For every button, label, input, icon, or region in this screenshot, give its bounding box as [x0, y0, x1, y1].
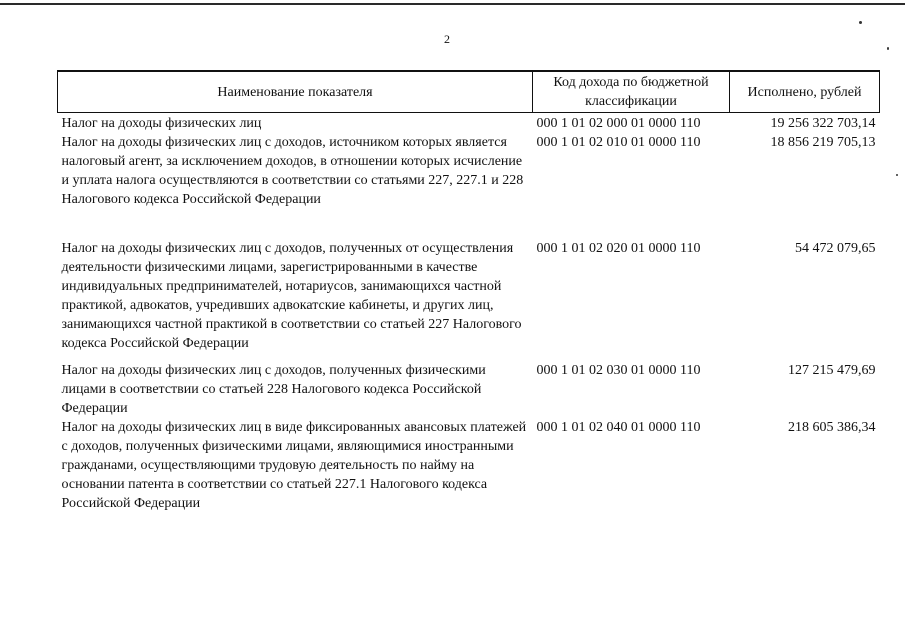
table-row: [58, 239, 880, 353]
row-executed-sum: 54 472 079,65: [795, 241, 876, 256]
row-spacer: [58, 353, 880, 361]
scan-speck: [896, 174, 898, 176]
table-row: [58, 361, 880, 418]
row-indicator-name: Налог на доходы физических лиц с доходов, источником которых является налоговый агент, за исключением доходов, в отношении которых исчисление и уплата налога осуществляются в соответствии со статьями 227, 227.1 и 228 Налогового кодекса Российской Федерации: [61, 135, 524, 207]
scan-speck: [859, 21, 862, 24]
row-executed-sum: 19 256 322 703,14: [770, 116, 876, 131]
row-budget-code: 000 1 01 02 040 01 0000 110: [536, 420, 701, 435]
table-row: [58, 133, 880, 209]
scan-speck: [887, 47, 889, 50]
row-spacer: [58, 209, 880, 239]
row-budget-code: 000 1 01 02 030 01 0000 110: [536, 363, 701, 378]
header-budget-code: Код дохода по бюджетной классификации: [533, 71, 730, 113]
header-indicator-name: Наименование показателя: [58, 71, 533, 113]
row-executed-sum: 127 215 479,69: [788, 363, 876, 378]
table-row: [58, 113, 880, 134]
header-executed-sum: Исполнено, рублей: [730, 71, 880, 113]
row-executed-sum: 18 856 219 705,13: [770, 135, 876, 150]
scan-border-line: [0, 3, 905, 5]
revenue-table: [57, 70, 880, 513]
table-row: [58, 418, 880, 513]
row-indicator-name: Налог на доходы физических лиц с доходов, полученных физическими лицами в соответствии со статьей 228 Налогового кодекса Российской Федерации: [61, 363, 486, 416]
row-indicator-name: Налог на доходы физических лиц с доходов, полученных от осуществления деятельности физическими лицами, зарегистрированными в качестве индивидуальных предпринимателей, нотариусов, занимающихся частной практикой, адвокатов, учредивших адвокатские кабинеты, и других лиц, занимающихся частной практикой в соответствии со статьей 227 Налогового кодекса Российской Федерации: [61, 241, 522, 351]
page-number: 2: [444, 32, 450, 46]
row-budget-code: 000 1 01 02 020 01 0000 110: [536, 241, 701, 256]
table-header-row: [58, 71, 880, 113]
row-indicator-name: Налог на доходы физических лиц: [61, 116, 262, 131]
row-indicator-name: Налог на доходы физических лиц в виде фиксированных авансовых платежей с доходов, полученных физическими лицами, являющимися иностранными гражданами, осуществляющими трудовую деятельность по найму на основании патента в соответствии со статьей 227.1 Налогового кодекса Российской Федерации: [61, 420, 527, 511]
row-budget-code: 000 1 01 02 000 01 0000 110: [536, 116, 701, 131]
row-executed-sum: 218 605 386,34: [788, 420, 876, 435]
row-budget-code: 000 1 01 02 010 01 0000 110: [536, 135, 701, 150]
